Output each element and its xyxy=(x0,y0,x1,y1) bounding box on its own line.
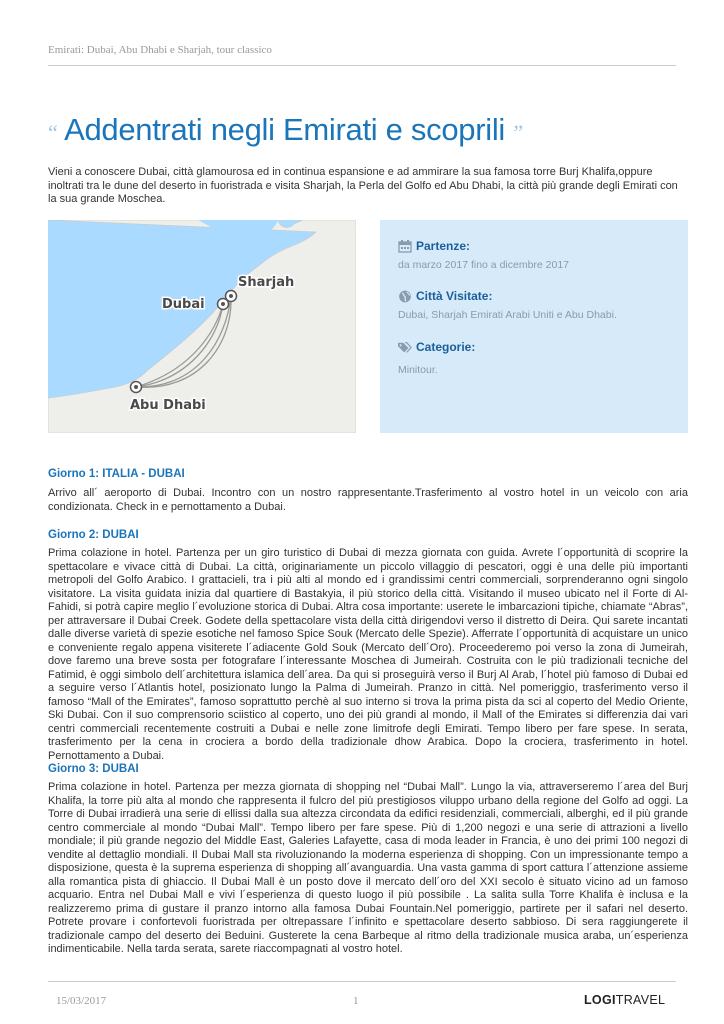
page-number: 1 xyxy=(353,995,359,1007)
island xyxy=(112,404,124,408)
categorie-value: Minitour. xyxy=(398,364,438,376)
footer-divider xyxy=(48,981,676,982)
footer-date: 15/03/2017 xyxy=(56,995,107,1007)
day-1-text: Arrivo all´ aeroporto di Dubai. Incontro con un nostro rappresentante.Trasferimento al vostro hotel in un veicolo con aria condizionata. Check in e pernottamento a Dubai. xyxy=(48,487,688,513)
day-3-heading: Giorno 3: DUBAI xyxy=(48,763,139,775)
partenze-value: da marzo 2017 fino a dicembre 2017 xyxy=(398,259,570,271)
day-3-text: Prima colazione in hotel. Partenza per mezza giornata di shopping nel “Dubai Mall”. Lungo la via, attraverseremo l´area del Burj Khalifa, la torre più alta al mondo che rappresenta il fulcro del più prestigiosos viluppo urbano della regione del Golfo ad oggi. La Torre di Dubai irradierà una serie di ellissi dalla sua altezza circondata da edifici residenziali, commerciali, alberghi, ed il più grande centro commerciale al mondo “Dubai Mall”. Tempo libero per fare spese. Più di 1,200 negozi e una serie di attrazioni a livello mondiale; il più grande negozio del Middle East, Galeries Lafayette, casa di moda leader in Francia, è uno dei primi 100 negozi di vendite al dettaglio mondiali. Il Dubai Mall sta rivoluzionando la moderna esperienza di shopping. Con un impressionante tempo a disposizione, questa è la suprema esperienza di shopping all´avanguardia. Una vasta gamma di sport cattura l´attenzione assieme alla romantica pista di ghiaccio. Il Dubai Mall è un posto dove il mercato dell´oro del XXI secolo è situato vicino ad un famoso acquario. Entra nel Dubai Mall e vivi l´esperienza di questo luogo il più possibile . La salita sulla Torre Khalifa è inclusa e la realizzeremo prima di gustare il pranzo intorno alla famosa Dubai Fountain.Nel pomeriggio, partirete per il safari nel deserto. Potrete provare i confortevoli fuoristrada per oltrepassare l´infinito e spettacolare deserto sabbioso. Di sera raggiungerete il tradizionale campo del deserto dei Beduini. Gusterete la cena Barbeque al ritmo della tradizionale musica araba, un´esperienza indimenticabile. Nella tarda serata, sarete riaccompagnati al vostro hotel. xyxy=(48,781,688,955)
globe-icon xyxy=(398,290,412,303)
logo-light-part: TRAVEL xyxy=(615,993,666,1007)
map-label-dubai: Dubai xyxy=(162,297,205,312)
partenze-label: Partenze: xyxy=(416,239,471,253)
day-2-heading: Giorno 2: DUBAI xyxy=(48,529,139,541)
marker-abu-dhabi xyxy=(131,382,142,393)
open-quote: “ xyxy=(48,120,58,145)
page-title xyxy=(48,112,688,148)
day-2-text: Prima colazione in hotel. Partenza per un giro turistico di Dubai di mezza giornata con guida. Avrete l´opportunità di scoprire la spettacolare e vivace città di Dubai. La città, originariamente un piccolo villaggio di pescatori, oggi è una delle più importanti metropoli del Golfo Arabico. I grattacieli, tra i più alti al mondo ed i grandissimi centri commerciali, sorprenderanno ogni singolo visitatore. La visita guidata inizia dal quartiere di Bastakyia, il più storico della città. Visitando il museo ubicato nel il Forte di Al-Fahidi, si potrà capire meglio l´evoluzione storica di Dubai. Altra cosa importante: userete le imbarcazioni tipiche, chiamate “Abras”, per attraversare il Dubai Creek. Godete della spettacolare vista della città dirigendovi verso il distretto di Deira. Qui sarete incantati dalle diverse varietà di spezie esotiche nel famoso Spice Souk (Mercato delle Spezie). Afferrate l´opportunità di acquistare un unico e conveniente regalo appena visiterete l´adiacente Gold Souk (Mercato dell´Oro). Proceederemo poi verso la zona di Jumeirah, dove faremo una breve sosta per fotografare l´interessante Moschea di Jumeirah. Costruita con le più tradizionali tecniche del Fatimid, è oggi simbolo dell´architettura islamica dell´area. Da qui si proseguirà verso il Burj Al Arab, l´hotel più famoso di Dubai ed a seguire verso l´Atlantis hotel, posizionato lungo la Palma di Jumeirah. Pranzo in città. Nel pomeriggio, trasferimento verso il famoso “Mall of the Emirates”, famoso soprattutto perchè al suo interno si trova la prima pista da sci al coperto del Medio Oriente, Ski Dubai. Con il suo comprensorio sciistico al coperto, uno dei più grandi al mondo, il Mall of the Emirates si differenzia dai vari centri commerciali recentemente costruiti a Dubai e nelle zone limitrofe degli Emirati. Tempo libero per fare spese. In serata, trasferimento per la cena in crociera a bordo della tradizionale dhow Arabica. Dopo la crociera, trasferimento in hotel. Pernottamento a Dubai. xyxy=(48,547,688,762)
header-divider xyxy=(48,65,676,66)
intro-paragraph: Vieni a conoscere Dubai, città glamourosa ed in continua espansione e ad ammirare la sua famosa torre Burj Khalifa,oppure inoltrati tra le dune del deserto in fuoristrada e visita Sharjah, la Perla del Golfo ed Abu Dhabi, la città più grande degli Emirati con la sua grande Moschea. xyxy=(48,166,678,205)
tags-icon xyxy=(398,341,412,354)
logitravel-logo xyxy=(584,993,665,1007)
categorie-heading xyxy=(398,340,475,354)
calendar-icon xyxy=(398,240,412,253)
categorie-label: Categorie: xyxy=(416,340,476,354)
route-map xyxy=(48,220,356,433)
island xyxy=(78,407,98,413)
page-title-text: Addentrati negli Emirati e scoprili xyxy=(64,112,506,147)
logo-bold-part: LOGI xyxy=(584,993,616,1007)
marker-sharjah xyxy=(226,291,237,302)
citta-value: Dubai, Sharjah Emirati Arabi Uniti e Abu Dhabi. xyxy=(398,309,617,321)
header-breadcrumb: Emirati: Dubai, Abu Dhabi e Sharjah, tour classico xyxy=(48,44,272,56)
citta-heading xyxy=(398,289,492,303)
close-quote: ” xyxy=(513,120,523,145)
tour-info-box xyxy=(380,220,688,433)
day-1-heading: Giorno 1: ITALIA - DUBAI xyxy=(48,468,185,480)
map-label-sharjah: Sharjah xyxy=(238,275,295,290)
map-label-abu-dhabi: Abu Dhabi xyxy=(130,398,206,413)
citta-label: Città Visitate: xyxy=(416,289,493,303)
partenze-heading xyxy=(398,239,470,253)
